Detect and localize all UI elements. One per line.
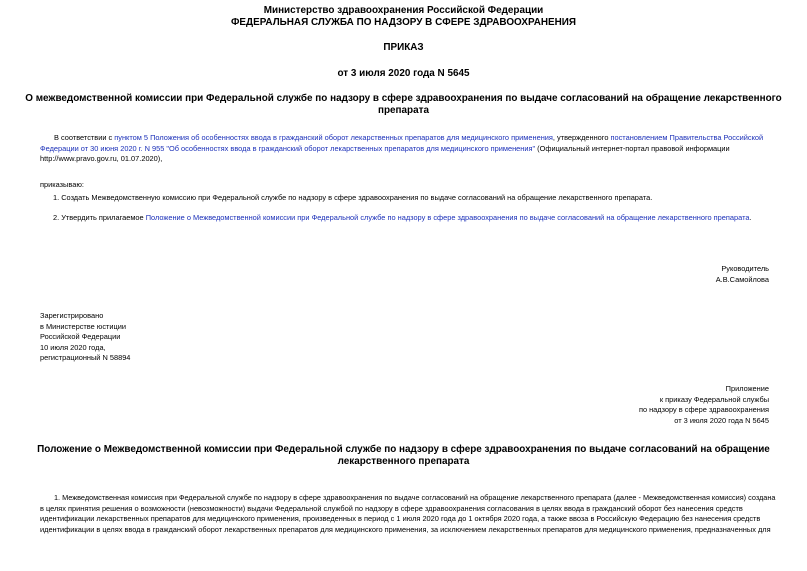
- preamble-text: (Официальный интернет-портал правовой информации: [535, 143, 730, 153]
- paragraph-line: идентификации в целях ввода в гражданский оборот лекарственных препаратов для медицинского применения, за исключением лекарственных препаратов для медицинского применения, предназначенных для: [40, 524, 771, 534]
- document-subject: О межведомственной комиссии при Федеральной службе по надзору в сфере здравоохранения по выдаче согласований на обращение лекарственного препарата: [25, 93, 782, 116]
- signature-title: Руководитель: [721, 264, 769, 273]
- link-government-decree[interactable]: постановлением Правительства Российской: [610, 133, 764, 142]
- appendix-line: Приложение: [725, 384, 769, 393]
- link-government-decree-cont[interactable]: Федерации от 30 июня 2020 г. N 955 "Об особенностях ввода в гражданский оборот лекарственных препаратов для медицинского применения": [40, 143, 536, 153]
- preamble: [40, 133, 770, 165]
- paragraph-line: в целях принятия решения о возможности (невозможности) выдачи Федеральной службой по надзору в сфере здравоохранения согласования в целях ввода в гражданский оборот без нанесения средств: [40, 503, 743, 513]
- registration-line: в Министерстве юстиции: [40, 321, 127, 331]
- regulation-paragraph-1: [40, 493, 776, 535]
- ministry-title: Министерство здравоохранения Российской Федерации: [263, 5, 544, 16]
- order-intro: приказываю:: [40, 180, 84, 189]
- paragraph-line: идентификации лекарственных препаратов для медицинского применения, произведенных в период с 1 июля 2020 года до 1 октября 2020 года, а также ввоза в Российскую Федерацию без нанесения средств: [40, 514, 761, 523]
- link-regulation[interactable]: Положение о Межведомственной комиссии при Федеральной службе по надзору в сфере здравоохранения по выдаче согласований на обращение лекарственного препарата: [145, 213, 750, 222]
- regulation-title-line-2: лекарственного препарата: [337, 456, 470, 467]
- registration-line: Российской Федерации: [40, 332, 121, 341]
- registration-line: регистрационный N 58894: [40, 353, 131, 362]
- appendix-block: [639, 384, 769, 426]
- preamble-text: В соответствии с: [54, 133, 115, 142]
- regulation-title-line-1: Положение о Межведомственной комиссии при Федеральной службе по надзору в сфере здравоохранения по выдаче согласований на обращение: [37, 444, 770, 455]
- order-item-2-text: 2. Утвердить прилагаемое: [53, 213, 146, 222]
- link-clause-5[interactable]: пунктом 5 Положения об особенностях ввода в гражданский оборот лекарственных препаратов для медицинского применения: [114, 133, 553, 142]
- appendix-line: от 3 июля 2020 года N 5645: [674, 415, 769, 425]
- service-title: ФЕДЕРАЛЬНАЯ СЛУЖБА ПО НАДЗОРУ В СФЕРЕ ЗДРАВООХРАНЕНИЯ: [230, 17, 577, 28]
- order-item-1: 1. Создать Межведомственную комиссию при Федеральной службе по надзору в сфере здравоохранения по выдаче согласований на обращение лекарственного препарата.: [53, 193, 653, 202]
- preamble-line-3: http://www.pravo.gov.ru, 01.07.2020),: [40, 154, 163, 163]
- preamble-line-1: [40, 133, 770, 144]
- appendix-line: по надзору в сфере здравоохранения: [638, 405, 769, 414]
- registration-block: [40, 311, 130, 364]
- registration-line: 10 июля 2020 года,: [40, 342, 106, 352]
- preamble-text: , утвержденного: [552, 133, 611, 142]
- preamble-line-2: [40, 144, 770, 155]
- order-item-2-end: .: [749, 213, 752, 222]
- document-date-number: от 3 июля 2020 года N 5645: [337, 68, 470, 79]
- document-type: ПРИКАЗ: [383, 42, 424, 53]
- appendix-line: к приказу Федеральной службы: [659, 394, 769, 404]
- order-item-2: [53, 213, 752, 224]
- signature-name: А.В.Самойлова: [715, 275, 769, 284]
- registration-line: Зарегистрировано: [40, 311, 104, 320]
- paragraph-line: 1. Межведомственная комиссия при Федеральной службе по надзору в сфере здравоохранения по выдаче согласований на обращение лекарственного препарата (далее - Межведомственная комиссия) создана: [54, 493, 776, 502]
